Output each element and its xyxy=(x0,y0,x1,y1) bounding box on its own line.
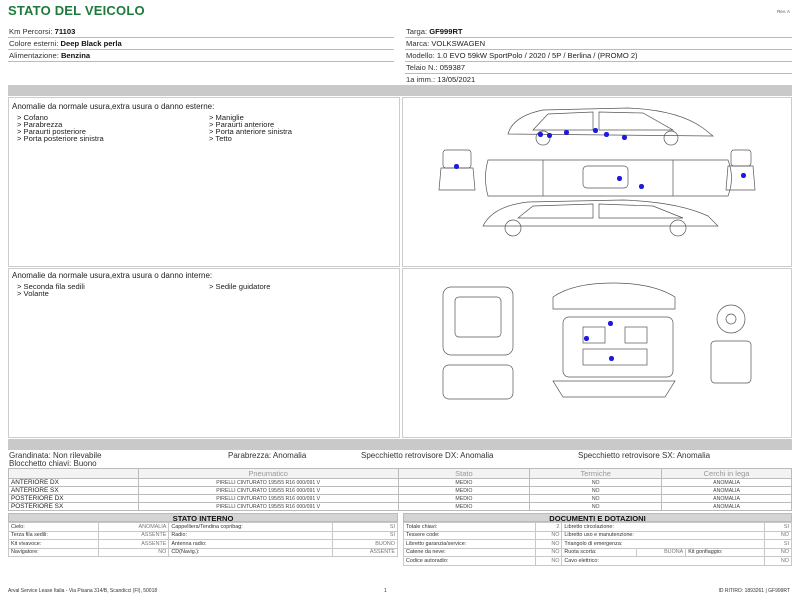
tyre-model: PIRELLI CINTURATO 195/55 R16 000/091 V xyxy=(138,487,398,495)
field-value: NO xyxy=(765,557,792,566)
damage-item: > Paraurti anteriore xyxy=(209,120,275,129)
field-label: Libretto garanzia/service: xyxy=(404,540,536,549)
field-value: NO xyxy=(765,531,792,540)
external-car-diagram xyxy=(402,97,792,267)
tyres-col-header: Cerchi in lega xyxy=(662,469,792,479)
colore-label: Colore esterni: xyxy=(9,39,59,48)
damage-marker xyxy=(639,184,644,189)
tyre-rims: ANOMALIA xyxy=(662,495,792,503)
field-label: Triangolo di emergenza: xyxy=(562,540,765,549)
damage-item: > Cofano xyxy=(17,113,49,122)
immatricolazione-label: 1a imm.: xyxy=(406,75,436,84)
field-label: CD(Navig.): xyxy=(169,548,333,557)
field-value: 2 xyxy=(535,523,561,532)
table-row xyxy=(404,540,792,549)
damage-marker xyxy=(538,132,543,137)
tyres-col-header xyxy=(9,469,139,479)
tyre-thermal: NO xyxy=(530,487,662,495)
field-label: Ruota scorta: xyxy=(562,548,637,557)
tyre-model: PIRELLI CINTURATO 195/55 R16 000/091 V xyxy=(138,479,398,487)
damage-marker xyxy=(617,176,622,181)
damage-item: > Paraurti posteriore xyxy=(17,127,87,136)
parabrezza-status: Parabrezza: Anomalia xyxy=(228,451,307,460)
internal-damage-list-2 xyxy=(209,283,270,290)
damage-item: > Sedile guidatore xyxy=(209,282,271,291)
stato-interno-title: STATO INTERNO xyxy=(8,513,398,522)
km-label: Km Percorsi: xyxy=(9,27,53,36)
tyre-position: ANTERIORE SX xyxy=(9,487,139,495)
field-label: Libretto uso e manutenzione: xyxy=(562,531,765,540)
vehicle-info-right xyxy=(405,26,792,86)
table-row xyxy=(404,523,792,532)
tyre-state: MEDIO xyxy=(398,495,530,503)
external-damage-list-1 xyxy=(17,114,104,142)
damage-item: > Volante xyxy=(17,289,49,298)
field-label: Cappelliera/Tendina copribag: xyxy=(169,523,333,532)
field-value: NO xyxy=(535,531,561,540)
table-row xyxy=(9,531,398,540)
damage-item: > Maniglie xyxy=(209,113,244,122)
tyres-table xyxy=(8,468,792,511)
documenti-title: DOCUMENTI E DOTAZIONI xyxy=(403,513,792,522)
tyres-col-header: Pneumatico xyxy=(138,469,398,479)
damage-marker xyxy=(584,336,589,341)
page-number: 1 xyxy=(384,588,387,594)
alimentazione-value: Benzina xyxy=(60,51,91,60)
marca-value: VOLKSWAGEN xyxy=(431,39,486,48)
damage-marker xyxy=(454,164,459,169)
damage-item: > Seconda fila sedili xyxy=(17,282,85,291)
tyres-header-row xyxy=(9,469,792,479)
km-value: 71103 xyxy=(54,27,76,36)
field-value: ASSENTE xyxy=(98,531,169,540)
damage-marker xyxy=(622,135,627,140)
table-row xyxy=(9,523,398,532)
field-value: SI xyxy=(765,523,792,532)
field-value: BUONA xyxy=(637,548,686,557)
tyre-rims: ANOMALIA xyxy=(662,487,792,495)
field-label: Cielo: xyxy=(9,523,99,532)
table-row xyxy=(9,548,398,557)
tyres-col-header: Termiche xyxy=(530,469,662,479)
field-value: SI xyxy=(333,531,398,540)
table-row xyxy=(9,495,792,503)
tyre-state: MEDIO xyxy=(398,479,530,487)
km-row xyxy=(8,26,394,38)
damage-marker xyxy=(741,173,746,178)
tyre-position: POSTERIORE DX xyxy=(9,495,139,503)
field-value: SI xyxy=(333,523,398,532)
tyre-model: PIRELLI CINTURATO 195/55 R16 000/091 V xyxy=(138,495,398,503)
alimentazione-label: Alimentazione: xyxy=(9,51,59,60)
field-label: Libretto circolazione: xyxy=(562,523,765,532)
field-label: Navigatore: xyxy=(9,548,99,557)
tyre-position: POSTERIORE SX xyxy=(9,503,139,511)
table-row xyxy=(9,479,792,487)
damage-marker xyxy=(547,133,552,138)
damage-marker xyxy=(609,356,614,361)
targa-label: Targa: xyxy=(406,27,428,36)
damage-item: > Porta posteriore sinistra xyxy=(17,134,104,143)
field-label: Radio: xyxy=(169,531,333,540)
documenti-section xyxy=(403,513,792,566)
internal-damage-panel xyxy=(8,268,400,438)
tyre-rims: ANOMALIA xyxy=(662,503,792,511)
tyre-thermal: NO xyxy=(530,495,662,503)
field-label: Antenna radio: xyxy=(169,540,333,549)
grandinata-status: Grandinata: Non rilevabile xyxy=(9,451,102,460)
colore-row xyxy=(8,38,394,50)
targa-row xyxy=(405,26,792,38)
immatricolazione-value: 13/05/2021 xyxy=(437,75,476,84)
marca-label: Marca: xyxy=(406,39,430,48)
external-damage-title: Anomalie da normale usura,extra usura o danno esterne: xyxy=(12,102,215,111)
internal-damage-title: Anomalie da normale usura,extra usura o danno interne: xyxy=(12,271,213,280)
field-label: Catene da neve: xyxy=(404,548,536,557)
field-value: NO xyxy=(535,548,561,557)
field-label: Cavo elettrico: xyxy=(562,557,765,566)
modello-row xyxy=(405,50,792,62)
tyre-model: PIRELLI CINTURATO 195/55 R16 000/091 V xyxy=(138,503,398,511)
field-value: NO xyxy=(765,548,792,557)
section-divider xyxy=(8,439,792,450)
field-label: Kit vivavoce: xyxy=(9,540,99,549)
colore-value: Deep Black perla xyxy=(60,39,122,48)
table-row xyxy=(9,487,792,495)
modello-value: 1.0 EVO 59kW SportPolo / 2020 / 5P / Berlina / (PROMO 2) xyxy=(436,51,638,60)
internal-car-diagram xyxy=(402,268,792,438)
field-label: Kit gonfiaggio: xyxy=(686,548,765,557)
documenti-table xyxy=(403,522,792,566)
page-title: STATO DEL VEICOLO xyxy=(8,3,145,18)
damage-item: > Tetto xyxy=(209,134,232,143)
telaio-label: Telaio N.: xyxy=(406,63,438,72)
field-label: Tessere code: xyxy=(404,531,536,540)
stato-interno-section xyxy=(8,513,398,557)
field-value: NO xyxy=(98,548,169,557)
external-damage-panel xyxy=(8,97,400,267)
damage-marker xyxy=(593,128,598,133)
external-damage-list-2 xyxy=(209,114,292,142)
tyre-state: MEDIO xyxy=(398,503,530,511)
internal-damage-list-1 xyxy=(17,283,85,297)
tyre-thermal: NO xyxy=(530,479,662,487)
field-label: Terza fila sedili: xyxy=(9,531,99,540)
field-value: NO xyxy=(535,540,561,549)
blocchetto-status: Blocchetto chiavi: Buono xyxy=(9,459,97,468)
tyres-col-header: Stato xyxy=(398,469,530,479)
car-exterior-outline xyxy=(403,98,793,268)
alimentazione-row xyxy=(8,50,394,62)
car-interior-outline xyxy=(403,269,793,439)
field-label: Codice autoradio: xyxy=(404,557,536,566)
field-value: ASSENTE xyxy=(333,548,398,557)
damage-marker xyxy=(608,321,613,326)
specchietto-sx-status: Specchietto retrovisore SX: Anomalia xyxy=(578,451,711,460)
damage-item: > Porta anteriore sinistra xyxy=(209,127,292,136)
table-row xyxy=(404,548,792,557)
field-value: ASSENTE xyxy=(98,540,169,549)
vehicle-info-left xyxy=(8,26,394,62)
field-value: ANOMALIA xyxy=(98,523,169,532)
field-label: Totale chiavi: xyxy=(404,523,536,532)
table-row xyxy=(9,540,398,549)
footer-id: ID RITIRO: 1893261 | GF999RT xyxy=(718,588,790,594)
revision-label: Rev. A xyxy=(777,9,790,14)
modello-label: Modello: xyxy=(406,51,435,60)
specchietto-dx-status: Specchietto retrovisore DX: Anomalia xyxy=(361,451,494,460)
damage-item: > Parabrezza xyxy=(17,120,63,129)
footer-company: Arval Service Lease Italia - Via Pisana 314/B, Scandicci (FI), 50018 xyxy=(8,588,158,594)
field-value: BUONO xyxy=(333,540,398,549)
telaio-row xyxy=(405,62,792,74)
telaio-value: 059387 xyxy=(439,63,466,72)
damage-marker xyxy=(564,130,569,135)
field-value: NO xyxy=(535,557,561,566)
field-value: SI xyxy=(765,540,792,549)
section-divider xyxy=(8,85,792,96)
tyre-thermal: NO xyxy=(530,503,662,511)
targa-value: GF999RT xyxy=(429,27,463,36)
table-row xyxy=(404,531,792,540)
tyre-position: ANTERIORE DX xyxy=(9,479,139,487)
marca-row xyxy=(405,38,792,50)
tyre-state: MEDIO xyxy=(398,487,530,495)
table-row xyxy=(404,557,792,566)
damage-marker xyxy=(604,132,609,137)
table-row xyxy=(9,503,792,511)
stato-interno-table xyxy=(8,522,398,557)
tyre-rims: ANOMALIA xyxy=(662,479,792,487)
